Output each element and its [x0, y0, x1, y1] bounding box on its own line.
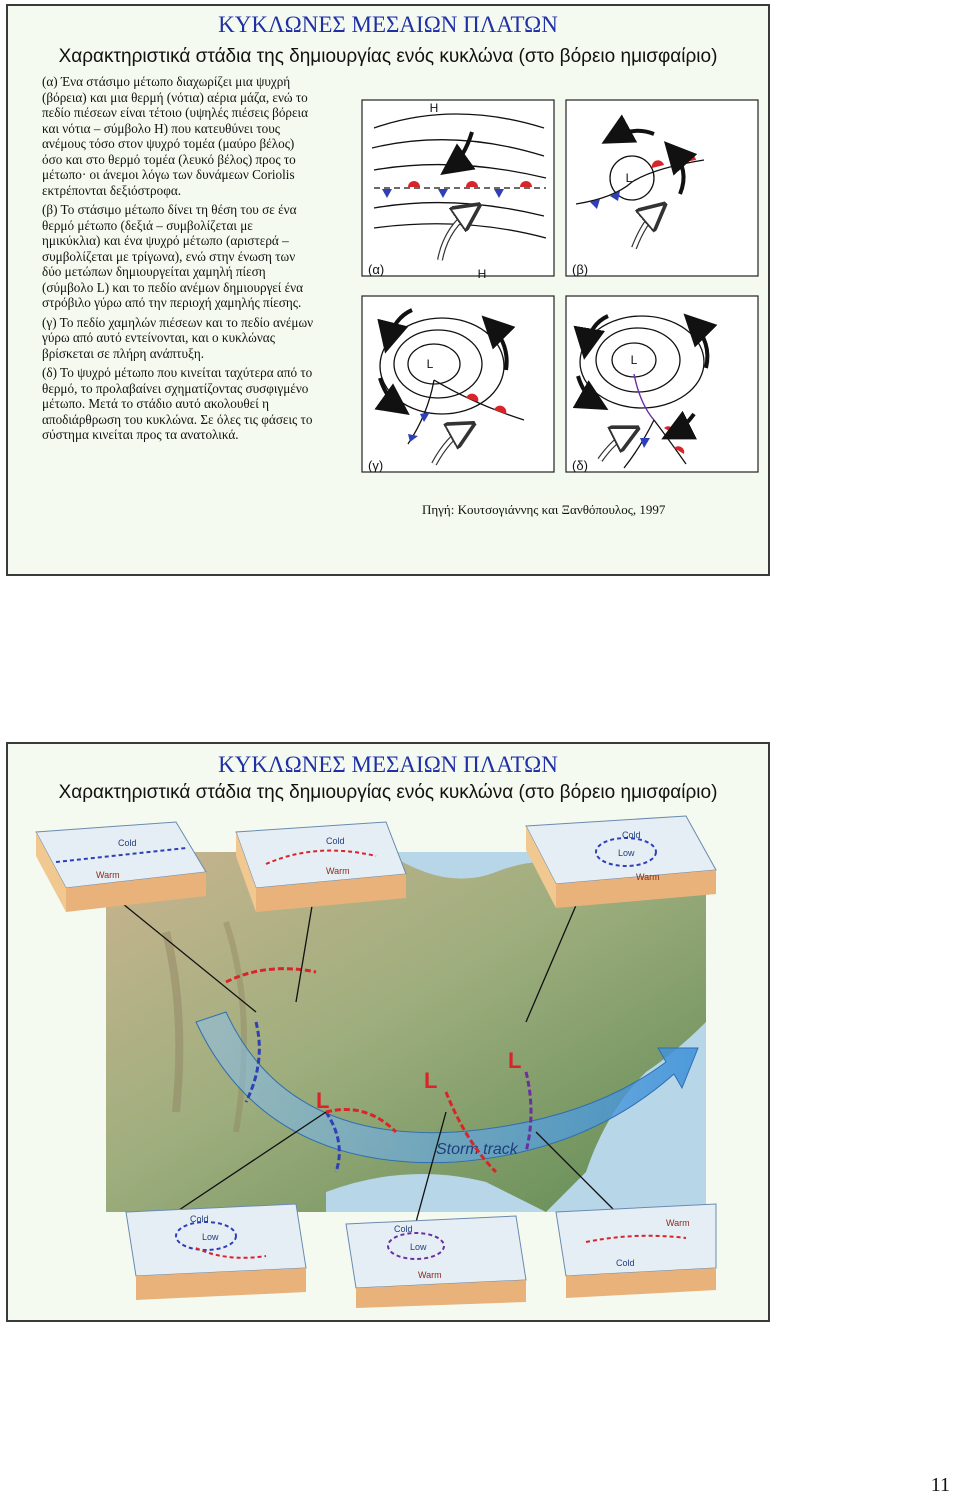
block1-warm: Warm — [96, 870, 120, 880]
stage-a-text: (α) Ένα στάσιμο μέτωπο διαχωρίζει μια ψυχρή (βόρεια) και μια θερμή (νότια) αέρια μάζα, ενώ το πεδίο πιέσεων είναι τέτοιο (υψηλές πιέσεις βόρεια και νότια – σύμβολο Η) που κατευθύνει τους ανέμους τόσο στον ψυχρό τομέα (μαύρο βέλος) όσο και στο θερμό τομέα (λευκό βέλος) προς το μέτωπο· οι άνεμοι λόγω των δυνάμεων Coriolis εκτρέπονται δεξιόστροφα. — [42, 74, 309, 198]
block-stage-6 — [556, 1204, 716, 1298]
panel-beta — [566, 100, 758, 276]
map-low-2: L — [424, 1068, 438, 1093]
stage-c-text: (γ) Το πεδίο χαμηλών πιέσεων και το πεδίο ανέμων γύρω από αυτό εντείνονται, και ο κυκλώνας βρίσκεται σε πλήρη ανάπτυξη. — [42, 314, 314, 361]
block4-low: Low — [202, 1232, 219, 1242]
panel-gamma — [362, 296, 554, 472]
block-stage-5 — [346, 1216, 526, 1308]
block2-cold: Cold — [326, 836, 345, 846]
block5-warm: Warm — [418, 1270, 442, 1280]
block1-cold: Cold — [118, 838, 137, 848]
storm-track-map — [26, 812, 726, 1312]
slide-2 — [6, 742, 770, 1322]
block2-warm: Warm — [326, 866, 350, 876]
gamma-low: L — [426, 357, 434, 371]
beta-low: L — [625, 171, 633, 185]
label-alpha: (α) — [368, 262, 385, 277]
block3-low: Low — [618, 848, 635, 858]
block-stage-3 — [526, 816, 716, 908]
label-gamma: (γ) — [368, 458, 384, 473]
source-credit: Πηγή: Κουτσογιάννης και Ξανθόπουλος, 1997 — [422, 502, 666, 517]
block5-low: Low — [410, 1242, 427, 1252]
label-beta: (β) — [572, 262, 589, 277]
delta-low: L — [630, 353, 638, 367]
panel-delta — [566, 296, 758, 472]
stage-b-text: (β) Το στάσιμο μέτωπο δίνει τη θέση του σε ένα θερμό μέτωπο (δεξιά – συμβολίζεται με ημικύκλια) και ένα ψυχρό μέτωπο (αριστερά – συμβολίζεται με τρίγωνα), ενώ στην ένωση των δύο μετώπων δημιουργείται χαμηλή πίεση (σύμβολο L) και το πεδίο ανέμων δημιουργεί ένα στρόβιλο γύρω από την περιοχή χαμηλής πίεσης. — [42, 202, 304, 310]
stages-description — [42, 74, 314, 447]
block-stage-2 — [236, 822, 406, 912]
slide-2-title: ΚΥΚΛΩΝΕΣ ΜΕΣΑΙΩΝ ΠΛΑΤΩΝ — [218, 752, 558, 777]
block-stage-1 — [36, 822, 206, 912]
stage-d-text: (δ) Το ψυχρό μέτωπο που κινείται ταχύτερα από το θερμό, το προλαβαίνει σχηματίζοντας συσφιγμένο μέτωπο. Μετά το στάδιο αυτό ακολουθεί η αποδιάρθρωση του κυκλώνα. Σε όλες τις φάσεις το σύστημα κινείται προς τα ανατολικά. — [42, 365, 313, 442]
storm-track-label: Storm track — [436, 1141, 518, 1158]
block-stage-4 — [126, 1204, 306, 1300]
map-low-1: L — [316, 1088, 330, 1113]
map-low-3: L — [508, 1048, 522, 1073]
cyclone-stages-diagram — [354, 98, 766, 486]
slide-2-subtitle: Χαρακτηριστικά στάδια της δημιουργίας ενός κυκλώνα (στο βόρειο ημισφαίριο) — [58, 782, 718, 803]
page-number: 11 — [930, 1474, 950, 1496]
slide-1-title: ΚΥΚΛΩΝΕΣ ΜΕΣΑΙΩΝ ΠΛΑΤΩΝ — [218, 12, 558, 37]
label-delta: (δ) — [572, 458, 588, 473]
block6-warm: Warm — [666, 1218, 690, 1228]
slide-1 — [6, 4, 770, 576]
block5-cold: Cold — [394, 1224, 413, 1234]
block4-cold: Cold — [190, 1214, 209, 1224]
block3-cold: Cold — [622, 830, 641, 840]
alpha-high-top: H — [429, 101, 439, 115]
block3-warm: Warm — [636, 872, 660, 882]
block6-cold: Cold — [616, 1258, 635, 1268]
slide-1-subtitle: Χαρακτηριστικά στάδια της δημιουργίας ενός κυκλώνα (στο βόρειο ημισφαίριο) — [58, 46, 718, 67]
alpha-high-bottom: H — [477, 267, 487, 281]
panel-alpha — [362, 100, 554, 281]
